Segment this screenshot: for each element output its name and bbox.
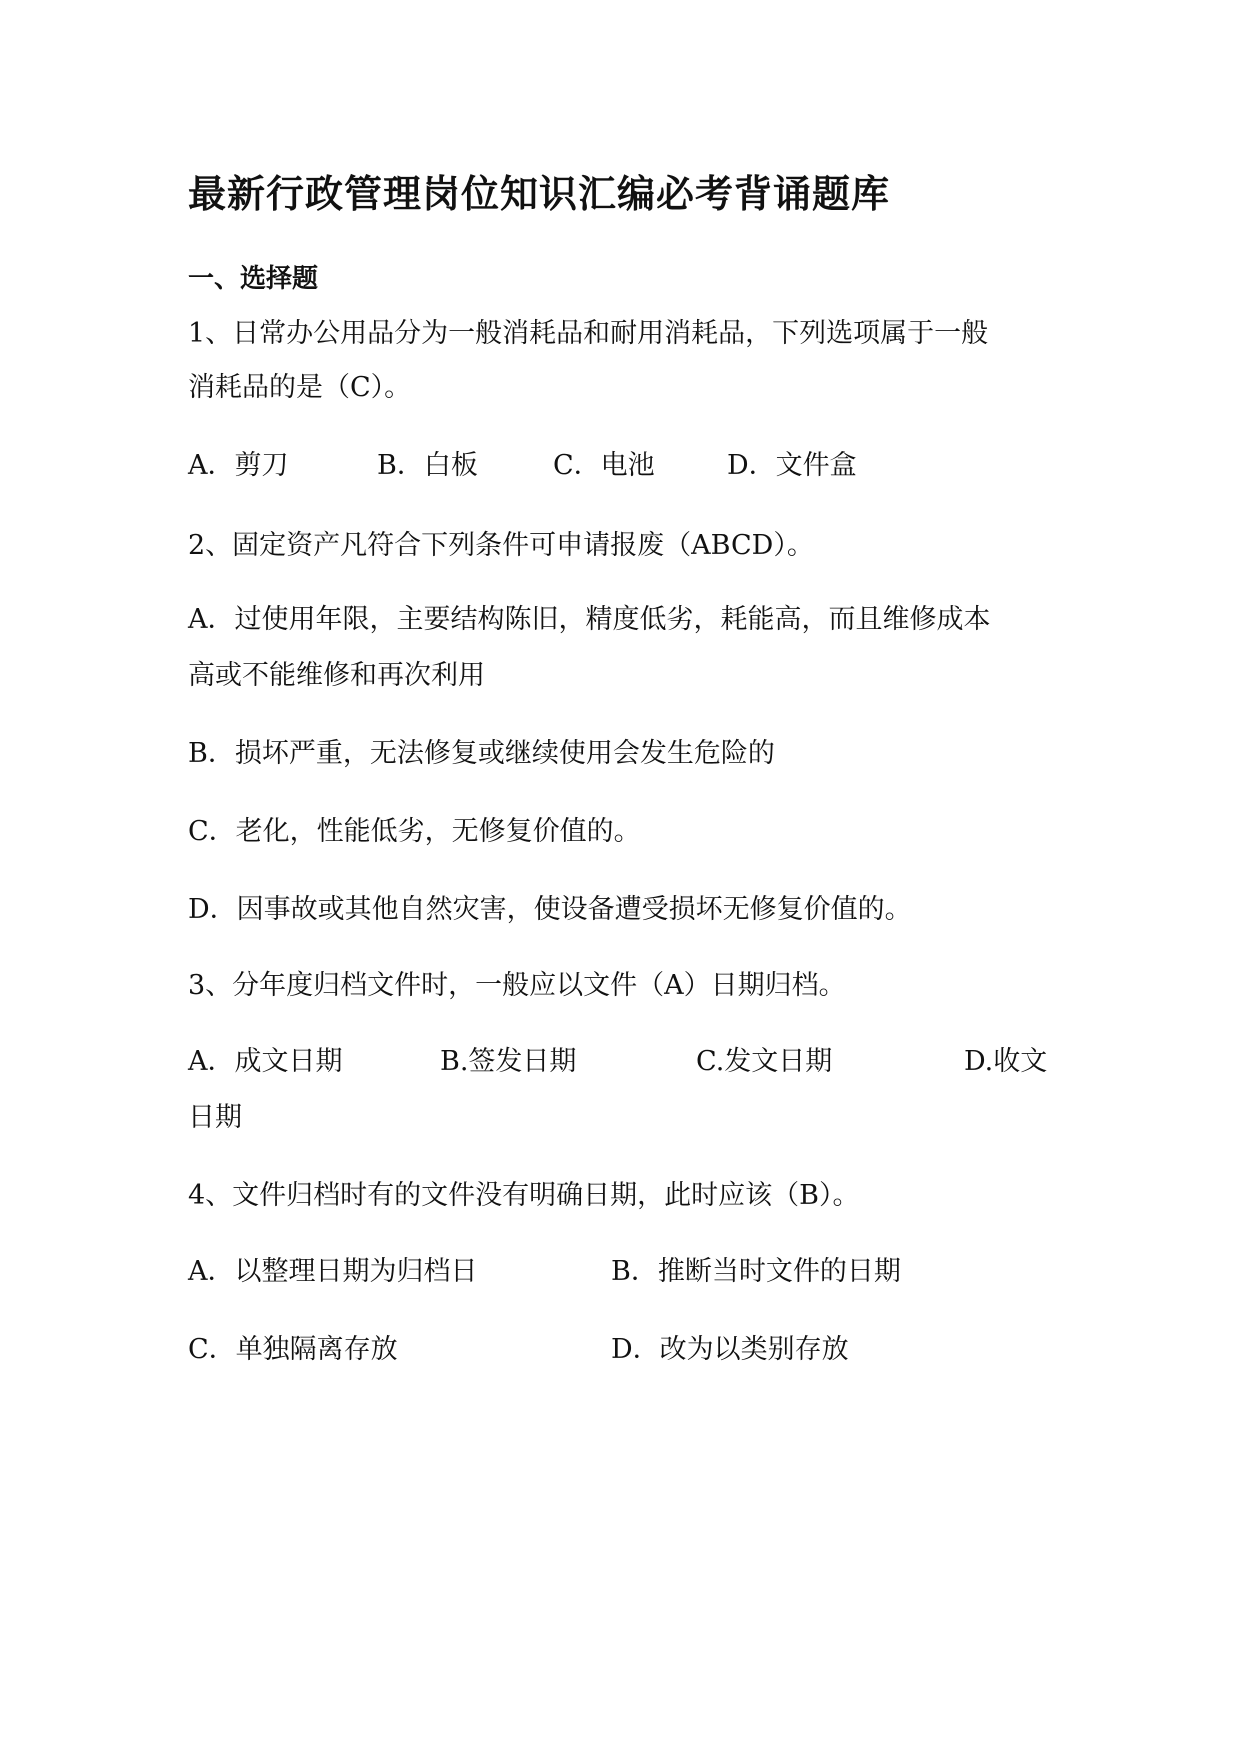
question-4-stem: 4、文件归档时有的文件没有明确日期，此时应该（B）。 <box>188 1180 860 1211</box>
question-1-option-c: C．电池 <box>553 450 655 481</box>
question-3-option-b: B.签发日期 <box>440 1046 577 1077</box>
question-2-stem: 2、固定资产凡符合下列条件可申请报废（ABCD）。 <box>188 530 814 561</box>
question-4-option-d: D．改为以类别存放 <box>611 1334 849 1365</box>
question-1-option-d: D．文件盒 <box>727 450 857 481</box>
question-1-stem: 1、日常办公用品分为一般消耗品和耐用消耗品，下列选项属于一般 <box>188 318 989 349</box>
section-heading: 一、选择题 <box>188 264 319 294</box>
question-3-option-d: D.收文 <box>964 1046 1048 1077</box>
question-1-stem-continued: 消耗品的是（C）。 <box>188 372 412 403</box>
question-3-option-a: A．成文日期 <box>188 1046 343 1077</box>
question-2-option-d: D．因事故或其他自然灾害，使设备遭受损坏无修复价值的。 <box>188 894 912 925</box>
question-2-option-b: B．损坏严重，无法修复或继续使用会发生危险的 <box>188 738 775 769</box>
question-3-option-c: C.发文日期 <box>696 1046 833 1077</box>
question-3-option-d-continued: 日期 <box>188 1102 242 1133</box>
question-2-option-a: A．过使用年限，主要结构陈旧，精度低劣，耗能高，而且维修成本 <box>188 604 991 635</box>
question-2-option-c: C．老化，性能低劣，无修复价值的。 <box>188 816 641 847</box>
question-2-option-a-continued: 高或不能维修和再次利用 <box>188 660 485 691</box>
question-1-option-a: A．剪刀 <box>188 450 289 481</box>
document-title: 最新行政管理岗位知识汇编必考背诵题库 <box>188 172 891 216</box>
question-1-option-b: B．白板 <box>377 450 478 481</box>
question-4-option-c: C．单独隔离存放 <box>188 1334 398 1365</box>
question-4-option-a: A．以整理日期为归档日 <box>188 1256 478 1287</box>
question-4-option-b: B．推断当时文件的日期 <box>611 1256 901 1287</box>
question-3-stem: 3、分年度归档文件时，一般应以文件（A）日期归档。 <box>188 970 846 1001</box>
